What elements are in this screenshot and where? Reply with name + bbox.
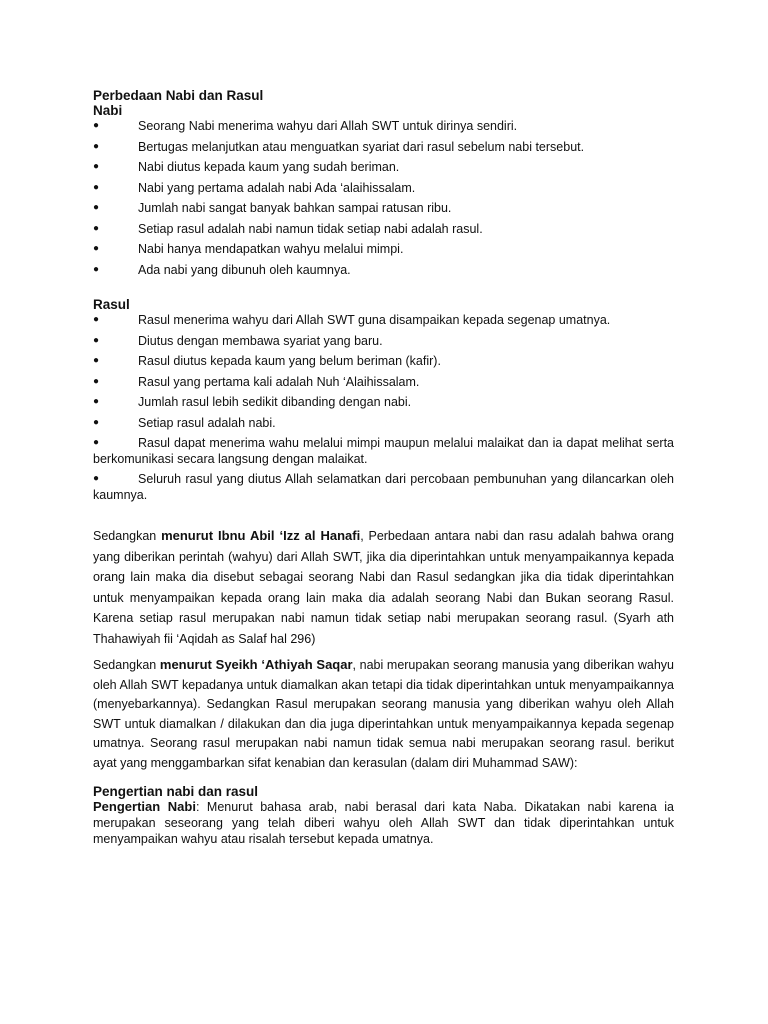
- scholar-name: menurut Syeikh ‘Athiyah Saqar: [159, 657, 353, 672]
- paragraph-athiyah-saqar: Sedangkan menurut Syeikh ‘Athiyah Saqar, nabi merupakan seorang manusia yang diberikan wahyu oleh Allah SWT kepadanya untuk diamalkan akan tetapi dia tidak diperintahkan untuk menyampaikannya (menyebarkannya). Sedangkan Rasul merupakan seorang manusia yang diberikan wahyu oleh Allah SWT untuk diamalkan / dilakukan dan dia juga diperintahkan untuk menyampaikannya kepada segenap umatnya. Seorang rasul merupakan nabi namun tidak semua nabi merupakan seorang rasul. berikut ayat yang menggambarkan sifat kenabian dan kerasulan (dalam diri Muhammad SAW):: [93, 657, 674, 770]
- document-body: [93, 88, 674, 847]
- list-item: ● Rasul yang pertama kali adalah Nuh ‘Alaihissalam.: [93, 374, 420, 389]
- bullet-icon: ●: [93, 161, 100, 172]
- nabi-list: [93, 118, 674, 278]
- section-gap: [93, 282, 674, 297]
- rasul-heading: Rasul: [93, 297, 130, 312]
- list-item: ● Nabi hanya mendapatkan wahyu melalui mimpi.: [93, 242, 404, 256]
- list-item: ● Setiap rasul adalah nabi namun tidak setiap nabi adalah rasul.: [93, 221, 483, 236]
- paragraph-pengertian-nabi: Pengertian Nabi: Menurut bahasa arab, nabi berasal dari kata Naba. Dikatakan nabi karena ia merupakan seseorang yang telah diberi wahyu oleh Allah SWT dan tidak diperintahkan untuk menyampaikan wahyu atau risalah tersebut kepada umatnya.: [93, 799, 674, 846]
- bullet-icon: ●: [93, 355, 100, 366]
- bullet-icon: ●: [93, 181, 100, 193]
- bullet-icon: ●: [93, 334, 100, 346]
- document-title: Perbedaan Nabi dan Rasul: [93, 88, 264, 103]
- bullet-icon: ●: [93, 416, 100, 428]
- rasul-list: [93, 312, 674, 503]
- bullet-icon: ●: [93, 375, 100, 387]
- bullet-icon: ●: [93, 437, 100, 448]
- list-item: ● Jumlah rasul lebih sedikit dibanding dengan nabi.: [93, 395, 412, 409]
- list-item: ● Setiap rasul adalah nabi.: [93, 415, 276, 430]
- list-item: ● Nabi yang pertama adalah nabi Ada ‘alaihissalam.: [93, 180, 416, 195]
- list-item: ● Seorang Nabi menerima wahyu dari Allah SWT untuk dirinya sendiri.: [93, 119, 518, 133]
- list-item: ● Rasul dapat menerima wahu melalui mimpi maupun melalui malaikat dan ia dapat melihat serta berkomunikasi secara langsung dengan malaikat.: [93, 436, 674, 466]
- bullet-icon: ●: [93, 314, 100, 325]
- bullet-icon: ●: [93, 222, 100, 234]
- pengertian-nabi-label: Pengertian Nabi: [93, 799, 196, 814]
- bullet-icon: ●: [93, 263, 100, 275]
- list-item: ● Diutus dengan membawa syariat yang baru.: [93, 333, 383, 348]
- paragraph-ibnu-abil-izz: Sedangkan menurut Ibnu Abil ‘Izz al Hanafi, Perbedaan antara nabi dan rasu adalah bahwa orang yang diberikan perintah (wahyu) dari Allah SWT, jika dia diperintahkan untuk menyampaikannya kepada orang lain maka dia disebut sebagai seorang Nabi dan Rasul sedangkan jika dia tidak diperintahkan untuk menyampaikan kepada orang lain maka dia adalah seorang Nabi dan Bukan seorang Rasul. Karena setiap rasul merupakan nabi namun tidak setiap nabi merupakan seorang rasul. (Syarh ath Thahawiyah fii ‘Aqidah as Salaf hal 296): [93, 528, 674, 646]
- list-item: ● Bertugas melanjutkan atau menguatkan syariat dari rasul sebelum nabi tersebut.: [93, 139, 585, 154]
- bullet-icon: ●: [93, 202, 100, 213]
- pengertian-heading: Pengertian nabi dan rasul: [93, 784, 259, 799]
- list-item: ● Rasul diutus kepada kaum yang belum beriman (kafir).: [93, 354, 441, 368]
- bullet-icon: ●: [93, 243, 100, 254]
- list-item: ● Ada nabi yang dibunuh oleh kaumnya.: [93, 262, 351, 277]
- list-item: ● Jumlah nabi sangat banyak bahkan sampai ratusan ribu.: [93, 201, 452, 215]
- bullet-icon: ●: [93, 473, 100, 484]
- nabi-heading: Nabi: [93, 103, 123, 118]
- list-item: ● Seluruh rasul yang diutus Allah selamatkan dari percobaan pembunuhan yang dilancarkan oleh kaumnya.: [93, 472, 674, 502]
- list-item: ● Nabi diutus kepada kaum yang sudah beriman.: [93, 160, 400, 174]
- list-item: ● Rasul menerima wahyu dari Allah SWT guna disampaikan kepada segenap umatnya.: [93, 313, 611, 327]
- bullet-icon: ●: [93, 120, 100, 131]
- bullet-icon: ●: [93, 396, 100, 407]
- bullet-icon: ●: [93, 140, 100, 152]
- scholar-name: menurut Ibnu Abil ‘Izz al Hanafi: [161, 528, 361, 543]
